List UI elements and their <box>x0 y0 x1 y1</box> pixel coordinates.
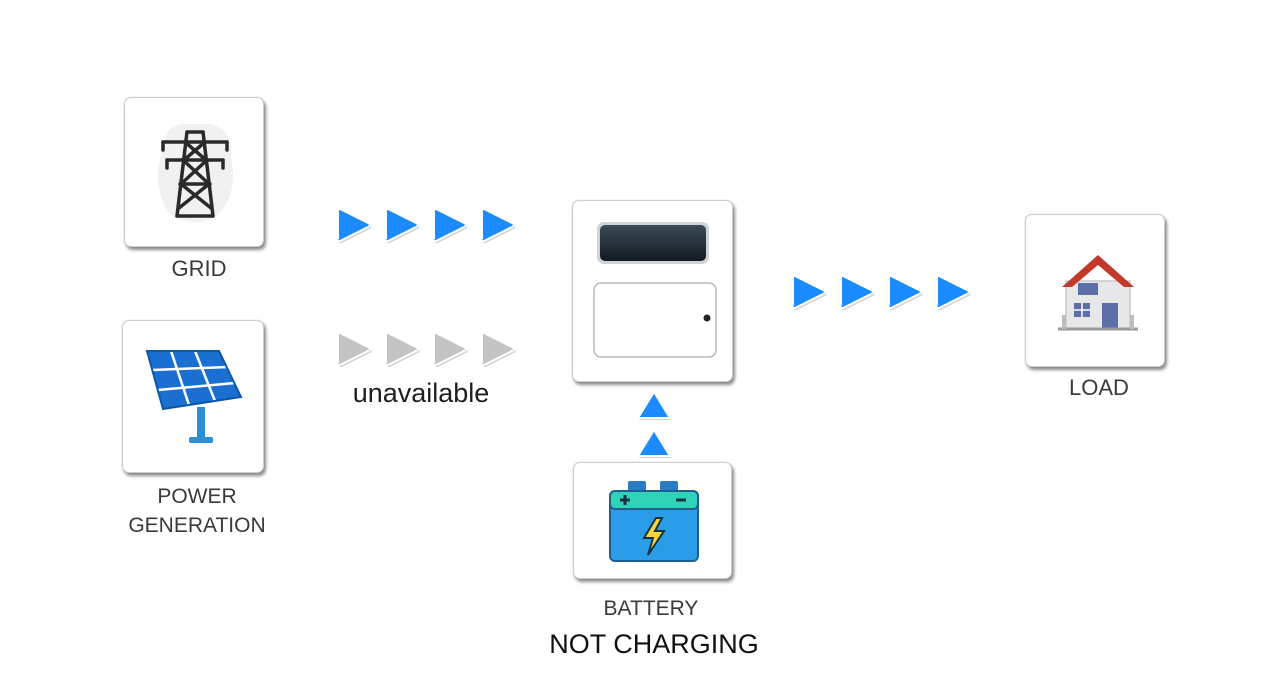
flow-arrow-icon <box>426 204 474 244</box>
flow-arrow-icon <box>785 271 833 311</box>
solar-label-line2: GENERATION <box>128 514 266 537</box>
load-node[interactable] <box>1025 214 1165 367</box>
flow-arrow-icon <box>474 204 522 244</box>
battery-icon <box>574 463 733 580</box>
solar-flow-status: unavailable <box>352 378 490 408</box>
inverter-icon <box>573 201 734 383</box>
flow-arrow-icon <box>378 328 426 368</box>
solar-label <box>122 482 272 540</box>
flow-arrow-icon <box>426 328 474 368</box>
grid-flow-arrows <box>330 204 522 244</box>
flow-arrow-icon <box>833 271 881 311</box>
flow-up-arrow-icon <box>635 426 673 460</box>
flow-up-arrow-icon <box>635 388 673 422</box>
load-flow-arrows <box>785 271 977 311</box>
flow-arrow-icon <box>330 204 378 244</box>
battery-label: BATTERY <box>603 597 699 620</box>
solar-flow-arrows <box>330 328 522 368</box>
inverter-node[interactable] <box>572 200 733 382</box>
flow-arrow-icon <box>929 271 977 311</box>
house-icon <box>1026 215 1166 368</box>
grid-node[interactable] <box>124 97 264 247</box>
grid-label: GRID <box>171 256 227 281</box>
flow-arrow-icon <box>330 328 378 368</box>
transmission-tower-icon <box>125 98 265 248</box>
solar-label-line1: POWER <box>157 485 237 508</box>
flow-arrow-icon <box>881 271 929 311</box>
flow-arrow-icon <box>474 328 522 368</box>
solar-node[interactable] <box>122 320 264 473</box>
battery-node[interactable] <box>573 462 732 579</box>
load-label: LOAD <box>1069 375 1129 400</box>
flow-arrow-icon <box>378 204 426 244</box>
battery-status: NOT CHARGING <box>549 629 759 659</box>
solar-panel-icon <box>123 321 265 474</box>
